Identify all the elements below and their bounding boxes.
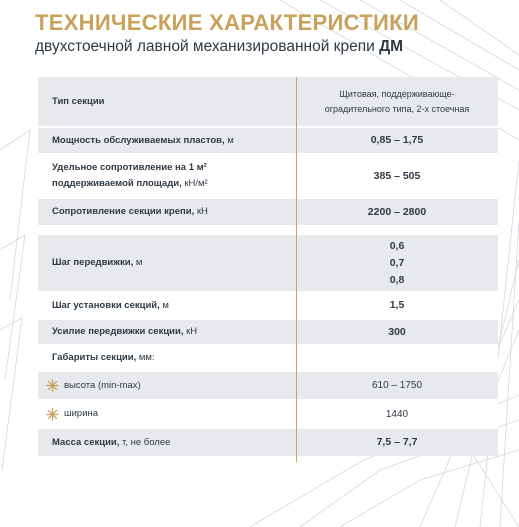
star-icon bbox=[46, 379, 59, 392]
table-row bbox=[38, 399, 498, 429]
row-label bbox=[38, 435, 296, 451]
table-row bbox=[38, 291, 498, 320]
value-step-3: 0,8 bbox=[389, 273, 405, 286]
table-row bbox=[38, 126, 498, 153]
row-label bbox=[38, 324, 296, 340]
subtitle-model: ДМ bbox=[379, 38, 404, 55]
value-step-1: 0,6 bbox=[389, 239, 405, 252]
star-icon bbox=[46, 408, 59, 421]
row-label bbox=[38, 133, 296, 149]
value-type-line2: оградительного типа, 2-х стоечная bbox=[324, 103, 470, 114]
value-mass: 7,5 – 7,7 bbox=[376, 436, 418, 448]
label-section-res: Сопротивление секции крепи, bbox=[52, 206, 195, 217]
label-resistance-unit: кН/м² bbox=[181, 178, 208, 189]
table-spacer bbox=[38, 225, 498, 235]
table-row bbox=[38, 77, 498, 126]
label-thickness-unit: м bbox=[224, 134, 234, 146]
label-force-unit: кН bbox=[183, 326, 198, 337]
row-label bbox=[38, 160, 296, 192]
label-resistance-line1: Удельное сопротивление на 1 м² bbox=[52, 162, 207, 173]
row-label bbox=[38, 204, 296, 220]
value-width: 1440 bbox=[385, 408, 409, 420]
value-thickness: 0,85 – 1,75 bbox=[370, 134, 424, 146]
subtitle-text: двухстоечной лавной механизированной крепи bbox=[35, 38, 375, 55]
label-dims-unit: мм: bbox=[136, 352, 155, 363]
row-label bbox=[38, 298, 296, 314]
label-dims: Габариты секции, bbox=[52, 352, 137, 363]
table-row bbox=[38, 199, 498, 225]
table-row bbox=[38, 320, 498, 344]
table-row bbox=[38, 235, 498, 291]
label-width: ширина bbox=[64, 408, 99, 419]
row-label bbox=[38, 378, 296, 394]
table-row bbox=[38, 372, 498, 399]
page-title: ТЕХНИЧЕСКИЕ ХАРАКТЕРИСТИКИ bbox=[35, 10, 419, 35]
page-subtitle bbox=[35, 38, 403, 56]
label-force: Усилие передвижки секции, bbox=[52, 326, 184, 337]
label-install-step-unit: м bbox=[159, 299, 169, 311]
value-step-2: 0,7 bbox=[389, 256, 405, 269]
label-install-step: Шаг установки секций, bbox=[52, 299, 160, 311]
row-value bbox=[296, 238, 498, 289]
specs-table bbox=[38, 77, 498, 456]
label-resistance-line2: поддерживаемой площади, bbox=[52, 178, 182, 189]
label-thickness: Мощность обслуживаемых пластов, bbox=[52, 134, 225, 146]
row-label bbox=[38, 255, 296, 271]
value-section-res: 2200 – 2800 bbox=[367, 205, 427, 218]
row-label bbox=[38, 350, 296, 366]
table-row bbox=[38, 429, 498, 456]
value-type-line1: Щитовая, поддерживающе- bbox=[339, 88, 455, 99]
table-row bbox=[38, 153, 498, 199]
label-height: высота (min-max) bbox=[64, 379, 141, 391]
row-label bbox=[38, 406, 296, 422]
value-resistance: 385 – 505 bbox=[373, 169, 421, 182]
value-force: 300 bbox=[388, 325, 406, 338]
label-mass-unit: т, не более bbox=[119, 436, 171, 448]
value-height: 610 – 1750 bbox=[371, 380, 423, 391]
column-divider bbox=[296, 77, 297, 462]
label-step: Шаг передвижки, bbox=[52, 257, 134, 268]
label-section-res-unit: кН bbox=[194, 206, 208, 217]
label-mass: Масса секции, bbox=[52, 436, 120, 448]
table-row bbox=[38, 344, 498, 372]
value-install-step: 1,5 bbox=[389, 299, 405, 311]
label-type: Тип секции bbox=[52, 95, 105, 107]
row-label bbox=[38, 94, 296, 110]
label-step-unit: м bbox=[133, 257, 143, 268]
row-value bbox=[296, 87, 498, 117]
